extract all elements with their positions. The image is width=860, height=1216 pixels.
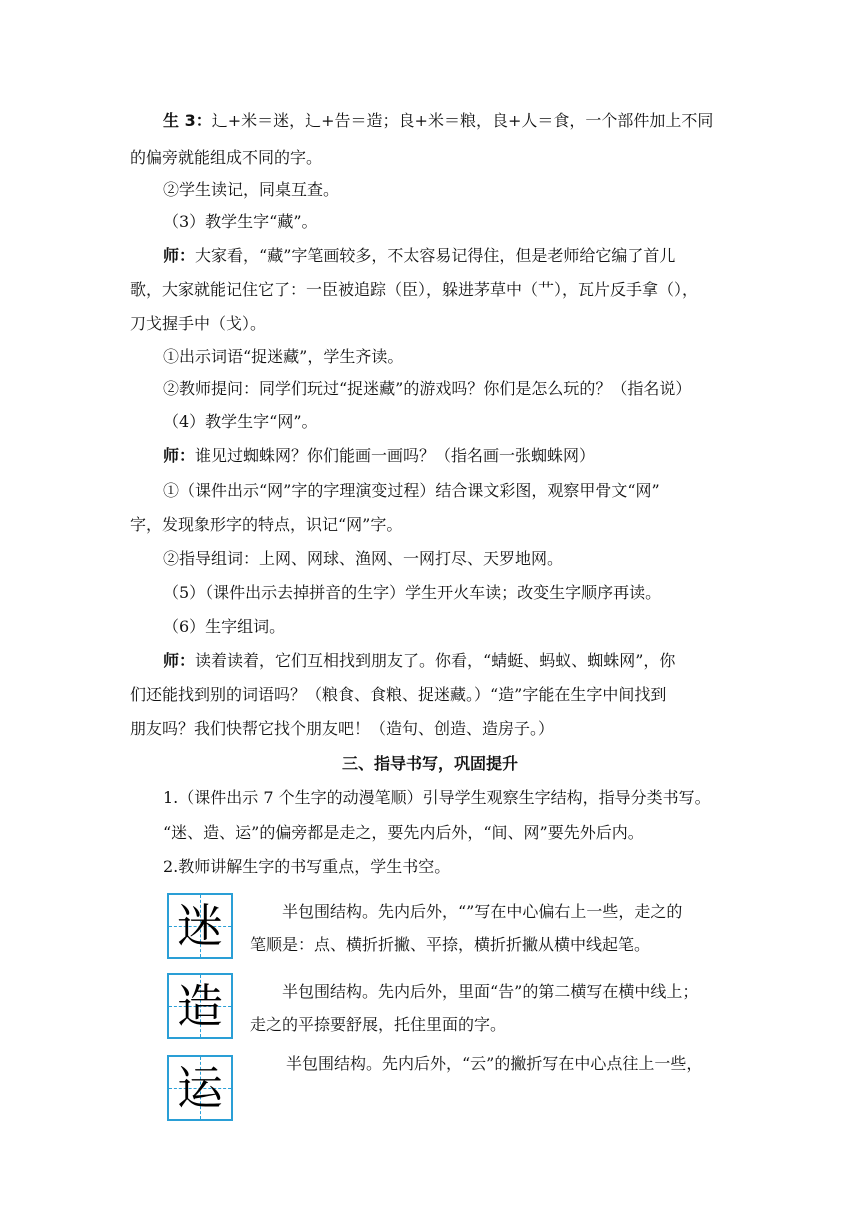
tian-grid-box bbox=[167, 893, 233, 959]
section-item-4: （4）教学生字“网”。 bbox=[163, 412, 318, 431]
char-note-line: 半包围结构。先内后外，里面“告”的第二横写在横中线上； bbox=[282, 982, 699, 1001]
speaker-label: 生 3： bbox=[163, 111, 212, 130]
paragraph-text: 大家看，“藏”字笔画较多，不太容易记得住，但是老师给它编了首儿 bbox=[195, 246, 676, 265]
speaker-label: 师： bbox=[163, 446, 196, 465]
practice-character: 造 bbox=[177, 979, 223, 1033]
paragraph-teacher-3 bbox=[163, 651, 675, 671]
paragraph-line: “迷、造、运”的偏旁都是走之，要先内后外，“间、网”要先外后内。 bbox=[163, 823, 644, 842]
paragraph-line: 歌，大家就能记住它了：一臣被追踪（臣），躲进茅草中（艹），瓦片反手拿（）， bbox=[130, 280, 699, 299]
paragraph-text: 谁见过蜘蛛网？你们能画一画吗？（指名画一张蜘蛛网） bbox=[195, 446, 596, 465]
paragraph-line: 刀戈握手中（戈）。 bbox=[130, 314, 267, 333]
paragraph-line: 朋友吗？我们快帮它找个朋友吧！（造句、创造、造房子。） bbox=[130, 719, 555, 738]
paragraph-line: ②学生读记，同桌互查。 bbox=[163, 180, 340, 199]
paragraph-teacher-2 bbox=[163, 446, 595, 466]
section-item-6: （6）生字组词。 bbox=[163, 617, 286, 636]
paragraph-text: 读着读着，它们互相找到朋友了。你看，“蜻蜓、蚂蚁、蜘蛛网”，你 bbox=[195, 651, 676, 670]
paragraph-line: 字，发现象形字的特点，识记“网”字。 bbox=[130, 515, 403, 534]
paragraph-line: 1.（课件出示 7 个生字的动漫笔顺）引导学生观察生字结构，指导分类书写。 bbox=[163, 788, 711, 807]
paragraph-line: ②教师提问：同学们玩过“捉迷藏”的游戏吗？你们是怎么玩的？（指名说） bbox=[163, 379, 692, 398]
char-note-line: 半包围结构。先内后外，“”写在中心偏右上一些，走之的 bbox=[282, 902, 683, 921]
practice-character: 迷 bbox=[177, 899, 223, 953]
paragraph-line: ①（课件出示“网”字的字理演变过程）结合课文彩图，观察甲骨文“网” bbox=[163, 481, 660, 500]
char-note-line: 走之的平捺要舒展，托住里面的字。 bbox=[250, 1015, 507, 1034]
tian-grid-box bbox=[167, 973, 233, 1039]
section-item-3: （3）教学生字“藏”。 bbox=[163, 212, 318, 231]
tian-grid-box bbox=[167, 1055, 233, 1121]
practice-character: 运 bbox=[177, 1061, 223, 1115]
paragraph-line: 们还能找到别的词语吗？（粮食、食粮、捉迷藏。）“造”字能在生字中间找到 bbox=[130, 685, 667, 704]
char-note-line: 半包围结构。先内后外，“云”的撇折写在中心点往上一些， bbox=[286, 1054, 703, 1073]
char-note-line: 笔顺是：点、横折折撇、平捺，横折折撇从横中线起笔。 bbox=[250, 935, 651, 954]
paragraph-line: 的偏旁就能组成不同的字。 bbox=[130, 148, 323, 167]
paragraph-teacher-1 bbox=[163, 246, 675, 266]
paragraph-line: 2.教师讲解生字的书写重点，学生书空。 bbox=[163, 857, 451, 876]
section-heading: 三、指导书写，巩固提升 bbox=[341, 754, 518, 773]
paragraph-text: 辶+米＝迷，辶+告＝造；良+米＝粮，良+人＝食，一个部件加上不同 bbox=[211, 111, 714, 130]
paragraph-student3 bbox=[163, 111, 713, 131]
paragraph-line: ①出示词语“捉迷藏”，学生齐读。 bbox=[163, 347, 404, 366]
section-item-5: （5）（课件出示去掉拼音的生字）学生开火车读；改变生字顺序再读。 bbox=[163, 583, 662, 602]
speaker-label: 师： bbox=[163, 651, 196, 670]
speaker-label: 师： bbox=[163, 246, 196, 265]
paragraph-line: ②指导组词：上网、网球、渔网、一网打尽、天罗地网。 bbox=[163, 549, 564, 568]
